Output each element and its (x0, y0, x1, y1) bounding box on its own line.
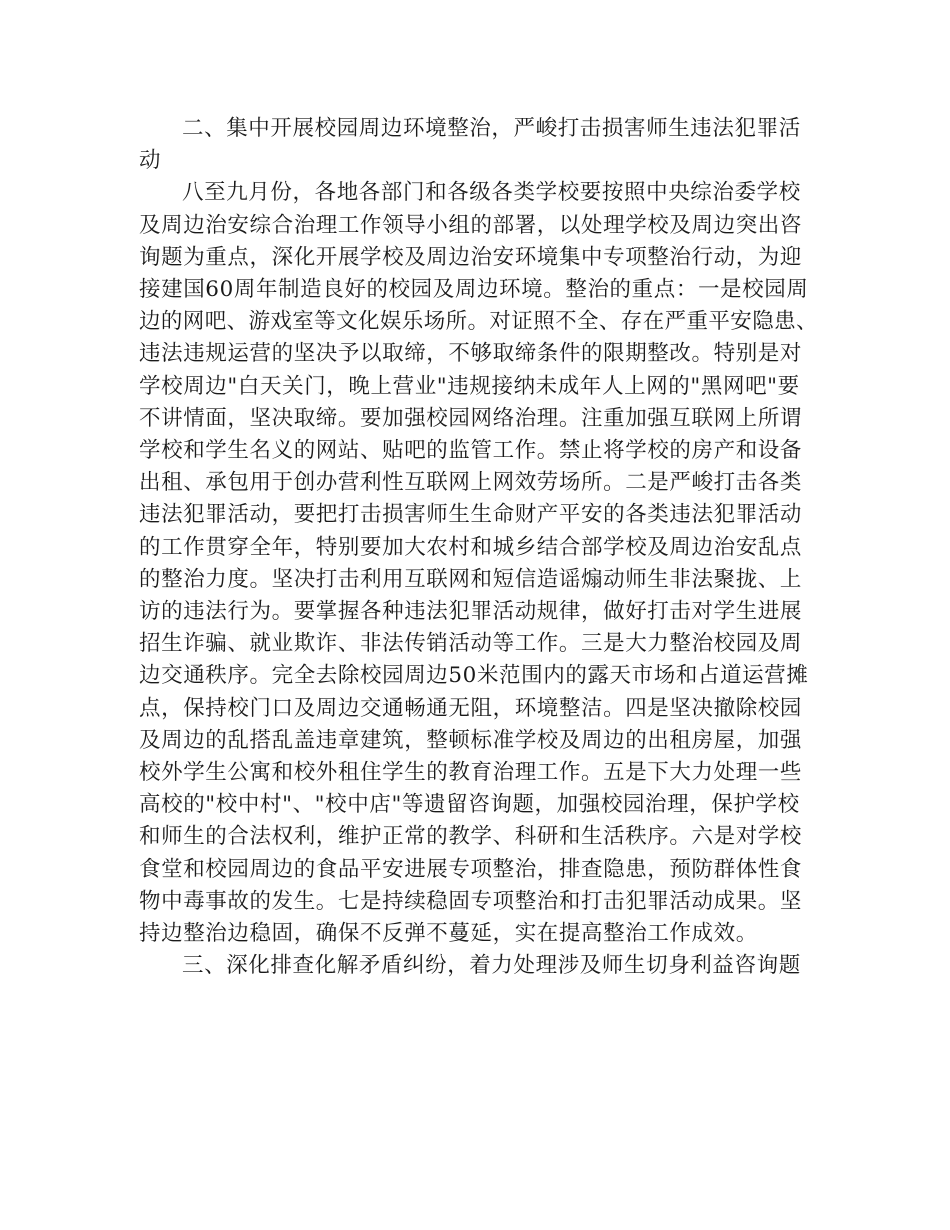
text-line: 及周边治安综合治理工作领导小组的部署，以处理学校及周边突出咨 (139, 212, 803, 238)
text-line: 及周边的乱搭乱盖违章建筑，整顿标准学校及周边的出租房屋，加强 (139, 727, 803, 753)
text-line: 八至九月份，各地各部门和各级各类学校要按照中央综治委学校 (182, 180, 801, 206)
section-heading (139, 950, 819, 982)
text-line: 二、集中开展校园周边环境整治，严峻打击损害师生违法犯罪活 (182, 116, 801, 141)
text-line: 三、深化排查化解矛盾纠纷，着力处理涉及师生切身利益咨询题 (182, 953, 801, 979)
text-line: 校外学生公寓和校外租住学生的教育治理工作。五是下大力处理一些 (139, 760, 803, 786)
text-line: 边交通秩序。完全去除校园周边50米范围内的露天市场和占道运营摊 (139, 663, 809, 689)
text-line: 点，保持校门口及周边交通畅通无阻，环境整洁。四是坚决撤除校园 (139, 695, 803, 721)
text-line: 持边整治边稳固，确保不反弹不蔓延，实在提高整治工作成效。 (139, 921, 758, 947)
body-paragraph (139, 177, 819, 950)
text-line: 违法犯罪活动，要把打击损害师生生命财产平安的各类违法犯罪活动 (139, 502, 803, 528)
document-body (139, 113, 819, 982)
section-heading (139, 113, 819, 177)
text-line: 访的违法行为。要掌握各种违法犯罪活动规律，做好打击对学生进展 (139, 599, 803, 625)
text-line: 接建国60周年制造良好的校园及周边环境。整治的重点：一是校园周 (139, 277, 809, 303)
text-line: 违法违规运营的坚决予以取缔，不够取缔条件的限期整改。特别是对 (139, 341, 803, 367)
text-line: 学校和学生名义的网站、贴吧的监管工作。禁止将学校的房产和设备 (139, 438, 803, 464)
text-line: 的整治力度。坚决打击利用互联网和短信造谣煽动师生非法聚拢、上 (139, 566, 803, 592)
text-line: 的工作贯穿全年，特别要加大农村和城乡结合部学校及周边治安乱点 (139, 534, 803, 560)
text-line: 出租、承包用于创办营利性互联网上网效劳场所。二是严峻打击各类 (139, 470, 803, 496)
text-line: 物中毒事故的发生。七是持续稳固专项整治和打击犯罪活动成果。坚 (139, 888, 803, 914)
text-line: 学校周边"白天关门，晚上营业"违规接纳未成年人上网的"黑网吧"要 (139, 373, 800, 399)
text-line: 食堂和校园周边的食品平安进展专项整治，排查隐患，预防群体性食 (139, 856, 803, 882)
text-line: 招生诈骗、就业欺诈、非法传销活动等工作。三是大力整治校园及周 (139, 631, 803, 657)
text-line: 询题为重点，深化开展学校及周边治安环境集中专项整治行动，为迎 (139, 244, 803, 270)
text-line: 动 (139, 148, 162, 174)
text-line: 不讲情面，坚决取缔。要加强校园网络治理。注重加强互联网上所谓 (139, 405, 803, 431)
text-line: 边的网吧、游戏室等文化娱乐场所。对证照不全、存在严重平安隐患、 (139, 309, 818, 335)
text-line: 和师生的合法权利，维护正常的教学、科研和生活秩序。六是对学校 (139, 824, 803, 850)
text-line: 高校的"校中村"、"校中店"等遗留咨询题，加强校园治理，保护学校 (139, 792, 800, 818)
